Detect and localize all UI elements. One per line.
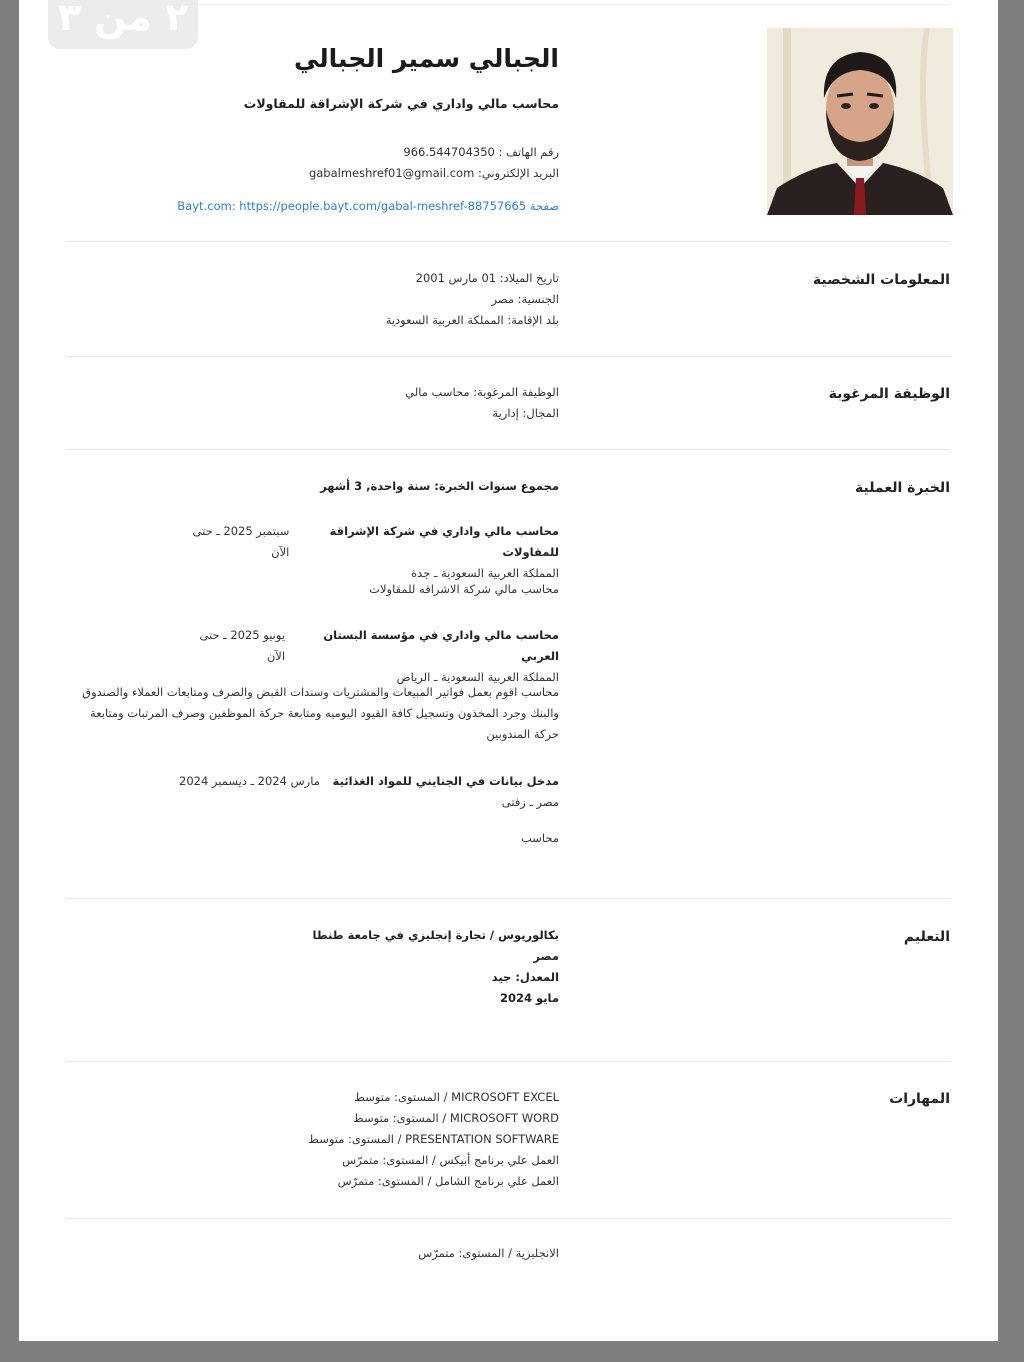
- desired-role: الوظيفة المرغوبة: محاسب مالي: [405, 385, 559, 399]
- job-description: محاسب مالي شركة الاشراقه للمقاولات: [369, 582, 559, 596]
- skill-item: العمل علي برنامج أبيكس / المستوى: متمرّس: [342, 1153, 559, 1167]
- header: [59, 44, 559, 73]
- skill-item: PRESENTATION SOFTWARE / المستوى: متوسط: [308, 1132, 559, 1146]
- email-line: [59, 163, 559, 184]
- education: [59, 925, 559, 1009]
- section-divider: [66, 898, 951, 899]
- residence: بلد الإقامة: المملكة العربية السعودية: [385, 313, 559, 327]
- page-number-badge: ٢ من ٣: [48, 0, 198, 49]
- job-title: مدخل بيانات في الجنايني للمواد الغذائية: [332, 774, 559, 788]
- skill-item: MICROSOFT EXCEL / المستوى: متوسط: [354, 1090, 559, 1104]
- section-title-education: التعليم: [903, 929, 950, 945]
- language-item: الانجليزية / المستوى: متمرّس: [418, 1246, 559, 1260]
- section-title-skills: المهارات: [889, 1091, 950, 1107]
- section-divider: [66, 1061, 951, 1062]
- section-divider: [66, 449, 951, 450]
- job-location: مصر ـ زفتى: [501, 795, 559, 809]
- phone-line: [59, 142, 559, 163]
- job-dates: سبتمبر 2025 ـ حتى الآن: [192, 524, 290, 559]
- skill-item: العمل علي برنامج الشامل / المستوى: متمرّس: [337, 1174, 559, 1188]
- job-location: المملكة العربية السعودية ـ جدة: [411, 566, 559, 580]
- email-label: البريد الإلكتروني:: [477, 166, 559, 180]
- headline: محاسب مالي واداري في شركة الإشراقة للمقاولات: [243, 96, 559, 111]
- skill-item: MICROSOFT WORD / المستوى: متوسط: [353, 1111, 559, 1125]
- job-description: محاسب: [520, 831, 559, 845]
- birth-date: تاريخ الميلاد: 01 مارس 2001: [415, 271, 559, 285]
- degree: بكالوريوس / تجارة إنجليزي في جامعة طنطا: [312, 928, 559, 942]
- job-item: [59, 625, 559, 688]
- education-country: مصر: [533, 949, 559, 963]
- job-description: محاسب اقوم بعمل فواتير المبيعات والمشتريات وسندات القبض والصرف ومتابعات العملاء والصندوق والبنك وجرد المخذون وتسجيل كافة القيود اليوميه ومتابعة حركة الموظفين وصرف المرتبات ومتابعة حركة المندوبين: [82, 685, 559, 741]
- skills-list: [59, 1087, 559, 1192]
- section-title-desired-job: الوظيفة المرغوبة: [828, 386, 950, 402]
- job-item: [59, 771, 559, 813]
- education-grade: المعدل: جيد: [491, 970, 559, 984]
- email-value[interactable]: gabalmeshref01@gmail.com: [308, 166, 475, 180]
- personal-info: [59, 268, 559, 331]
- section-title-experience: الخبرة العملية: [855, 480, 950, 496]
- job-dates: مارس 2024 ـ ديسمبر 2024: [179, 774, 320, 788]
- experience-total: مجموع سنوات الخبرة: سنة واحدة, 3 أشهر: [320, 479, 559, 493]
- desired-job: [59, 382, 559, 424]
- nationality: الجنسية: مصر: [491, 292, 559, 306]
- bayt-label: صفحة Bayt.com:: [177, 199, 559, 213]
- job-item: [59, 521, 559, 584]
- job-location: المملكة العربية السعودية ـ الرياض: [396, 670, 559, 684]
- bayt-link[interactable]: https://people.bayt.com/gabal-meshref-88757665: [239, 199, 527, 213]
- job-title: محاسب مالي واداري في مؤسسة البستان العربي: [323, 628, 559, 663]
- job-dates: يونيو 2025 ـ حتى الآن: [199, 628, 286, 663]
- section-divider: [66, 1218, 951, 1219]
- section-title-personal: المعلومات الشخصية: [812, 272, 950, 288]
- phone-value: 966.544704350: [403, 145, 495, 159]
- bayt-line: [59, 199, 559, 213]
- phone-label: رقم الهاتف :: [498, 145, 559, 159]
- job-title: محاسب مالي واداري في شركة الإشراقة للمقاولات: [329, 524, 559, 559]
- desired-field: المجال: إدارية: [492, 406, 559, 420]
- section-divider: [66, 241, 951, 242]
- profile-photo: [767, 28, 953, 215]
- languages-list: [59, 1243, 559, 1264]
- section-divider: [66, 356, 951, 357]
- candidate-name: الجبالي سمير الجبالي: [293, 44, 559, 73]
- top-divider: [66, 4, 950, 5]
- education-date: مايو 2024: [500, 991, 559, 1005]
